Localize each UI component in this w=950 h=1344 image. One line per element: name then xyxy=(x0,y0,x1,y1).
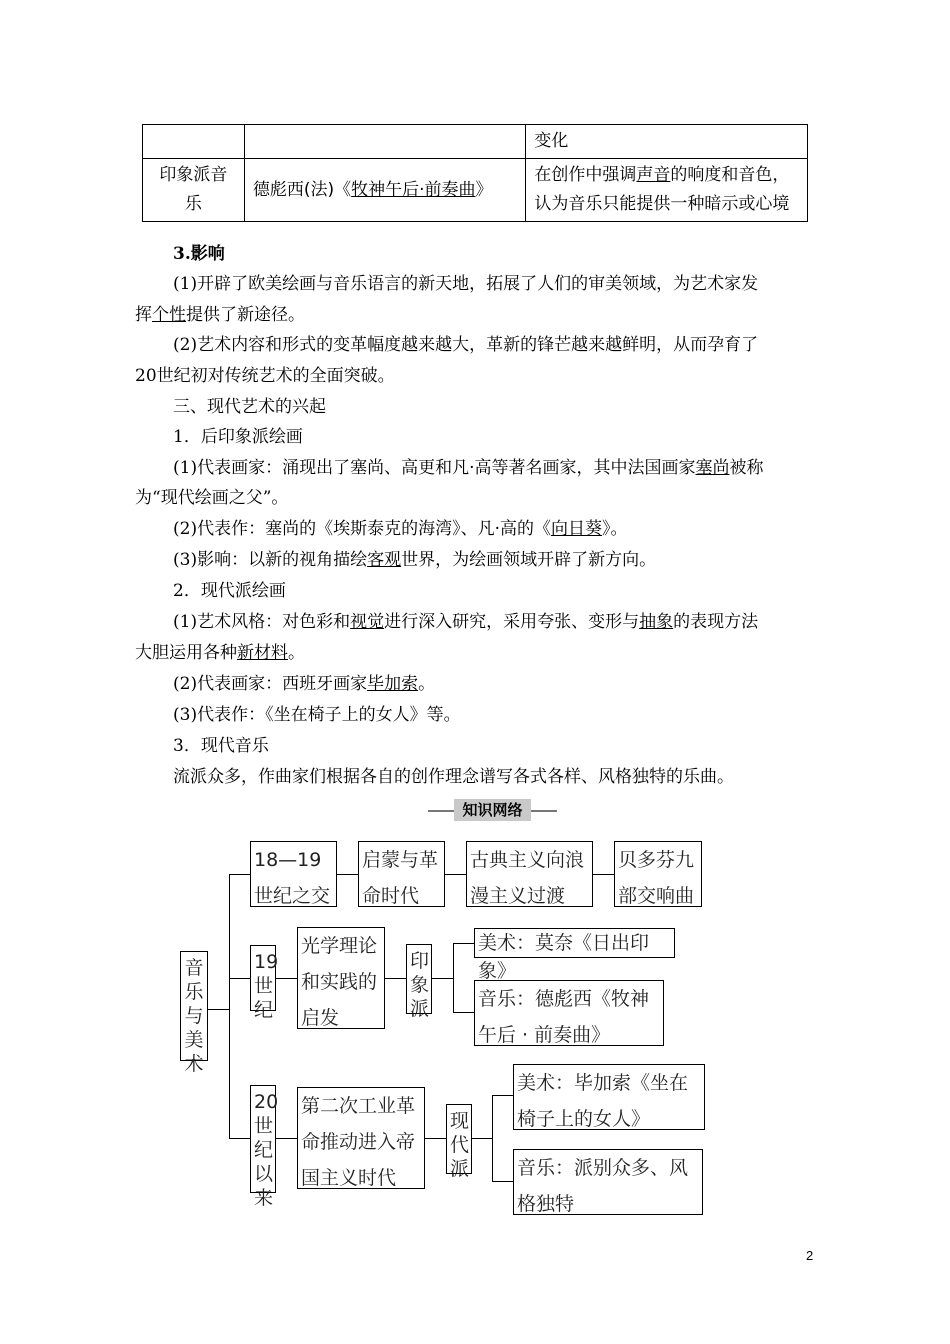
work-node: 贝多芬九部交响曲 xyxy=(614,841,702,907)
subsection-heading: 1．后印象派绘画 xyxy=(173,427,303,447)
connector xyxy=(492,1095,513,1096)
paragraph-line: (2)代表作：塞尚的《埃斯泰克的海湾》、凡·高的《向日葵》。 xyxy=(173,519,628,539)
table-cell xyxy=(244,125,526,159)
paragraph-line: (3)影响：以新的视角描绘客观世界，为绘画领域开辟了新方向。 xyxy=(173,550,657,570)
connector xyxy=(492,1095,493,1182)
connector xyxy=(453,943,454,1013)
connector xyxy=(229,978,250,979)
page-number: 2 xyxy=(806,1248,814,1263)
table-cell-feature: 在创作中强调声音的响度和音色，认为音乐只能提供一种暗示或心境 xyxy=(526,159,808,222)
paragraph-line: 挥个性提供了新途径。 xyxy=(135,305,305,325)
paragraph-line: 流派众多，作曲家们根据各自的创作理念谱写各式各样、风格独特的乐曲。 xyxy=(173,767,734,787)
art-node: 美术：毕加索《坐在椅子上的女人》 xyxy=(513,1064,705,1130)
section-title: 三、现代艺术的兴起 xyxy=(173,397,326,417)
paragraph-line: (2)代表画家：西班牙画家毕加索。 xyxy=(173,674,436,694)
root-node: 音乐与美术 xyxy=(180,951,208,1061)
paragraph-line: (1)艺术风格：对色彩和视觉进行深入研究，采用夸张、变形与抽象的表现方法 xyxy=(173,612,759,632)
connector xyxy=(492,1181,513,1182)
section-heading: 3.影响 xyxy=(173,244,225,264)
era-node: 20世纪以来 xyxy=(250,1085,276,1193)
connector xyxy=(229,874,250,875)
table-cell-work: 德彪西(法)《牧神午后·前奏曲》 xyxy=(244,159,526,222)
art-node: 美术：莫奈《日出印象》 xyxy=(474,928,675,958)
banner-rule-left xyxy=(428,810,456,812)
school-node: 印象派 xyxy=(406,944,432,1014)
paragraph-line: (1)代表画家：涌现出了塞尚、高更和凡·高等著名画家，其中法国画家塞尚被称 xyxy=(173,458,764,478)
connector xyxy=(385,978,406,979)
paragraph-line: 20世纪初对传统艺术的全面突破。 xyxy=(135,366,395,386)
banner-title: 知识网络 xyxy=(454,799,531,821)
context-node: 启蒙与革命时代 xyxy=(358,841,445,907)
connector xyxy=(445,874,466,875)
banner-rule-right xyxy=(529,810,557,812)
connector xyxy=(425,1138,446,1139)
music-node: 音乐：德彪西《牧神午后 · 前奏曲》 xyxy=(474,980,664,1046)
connector xyxy=(593,874,614,875)
paragraph-line: (2)艺术内容和形式的变革幅度越来越大，革新的锋芒越来越鲜明，从而孕育了 xyxy=(173,335,759,355)
era-node: 18—19世纪之交 xyxy=(250,841,337,907)
connector xyxy=(453,943,474,944)
cause-node: 光学理论和实践的启发 xyxy=(297,927,385,1029)
table-row xyxy=(143,125,808,159)
connector xyxy=(472,1138,492,1139)
connector xyxy=(276,1138,297,1139)
connector xyxy=(208,1009,230,1010)
paragraph-line: 大胆运用各种新材料。 xyxy=(135,643,305,663)
subsection-heading: 3．现代音乐 xyxy=(173,736,269,756)
connector xyxy=(453,1012,474,1013)
table-cell-category: 印象派音乐 xyxy=(143,159,245,222)
table-cell xyxy=(143,125,245,159)
paragraph-line: 为“现代绘画之父”。 xyxy=(135,488,289,508)
cause-node: 第二次工业革命推动进入帝国主义时代 xyxy=(297,1087,425,1189)
connector xyxy=(432,978,454,979)
connector xyxy=(336,874,358,875)
era-node: 19世纪 xyxy=(250,945,276,1011)
connector xyxy=(229,874,230,1138)
music-node: 音乐：派别众多、风格独特 xyxy=(513,1149,703,1215)
table-row xyxy=(143,159,808,222)
art-comparison-table xyxy=(142,124,808,222)
trend-node: 古典主义向浪漫主义过渡 xyxy=(466,841,593,907)
connector xyxy=(276,978,297,979)
connector xyxy=(229,1138,250,1139)
school-node: 现代派 xyxy=(446,1104,472,1174)
subsection-heading: 2．现代派绘画 xyxy=(173,581,286,601)
table-cell: 变化 xyxy=(526,125,808,159)
paragraph-line: (3)代表作：《坐在椅子上的女人》等。 xyxy=(173,705,461,725)
knowledge-network-banner xyxy=(428,799,557,821)
paragraph-line: (1)开辟了欧美绘画与音乐语言的新天地，拓展了人们的审美领域，为艺术家发 xyxy=(173,274,759,294)
